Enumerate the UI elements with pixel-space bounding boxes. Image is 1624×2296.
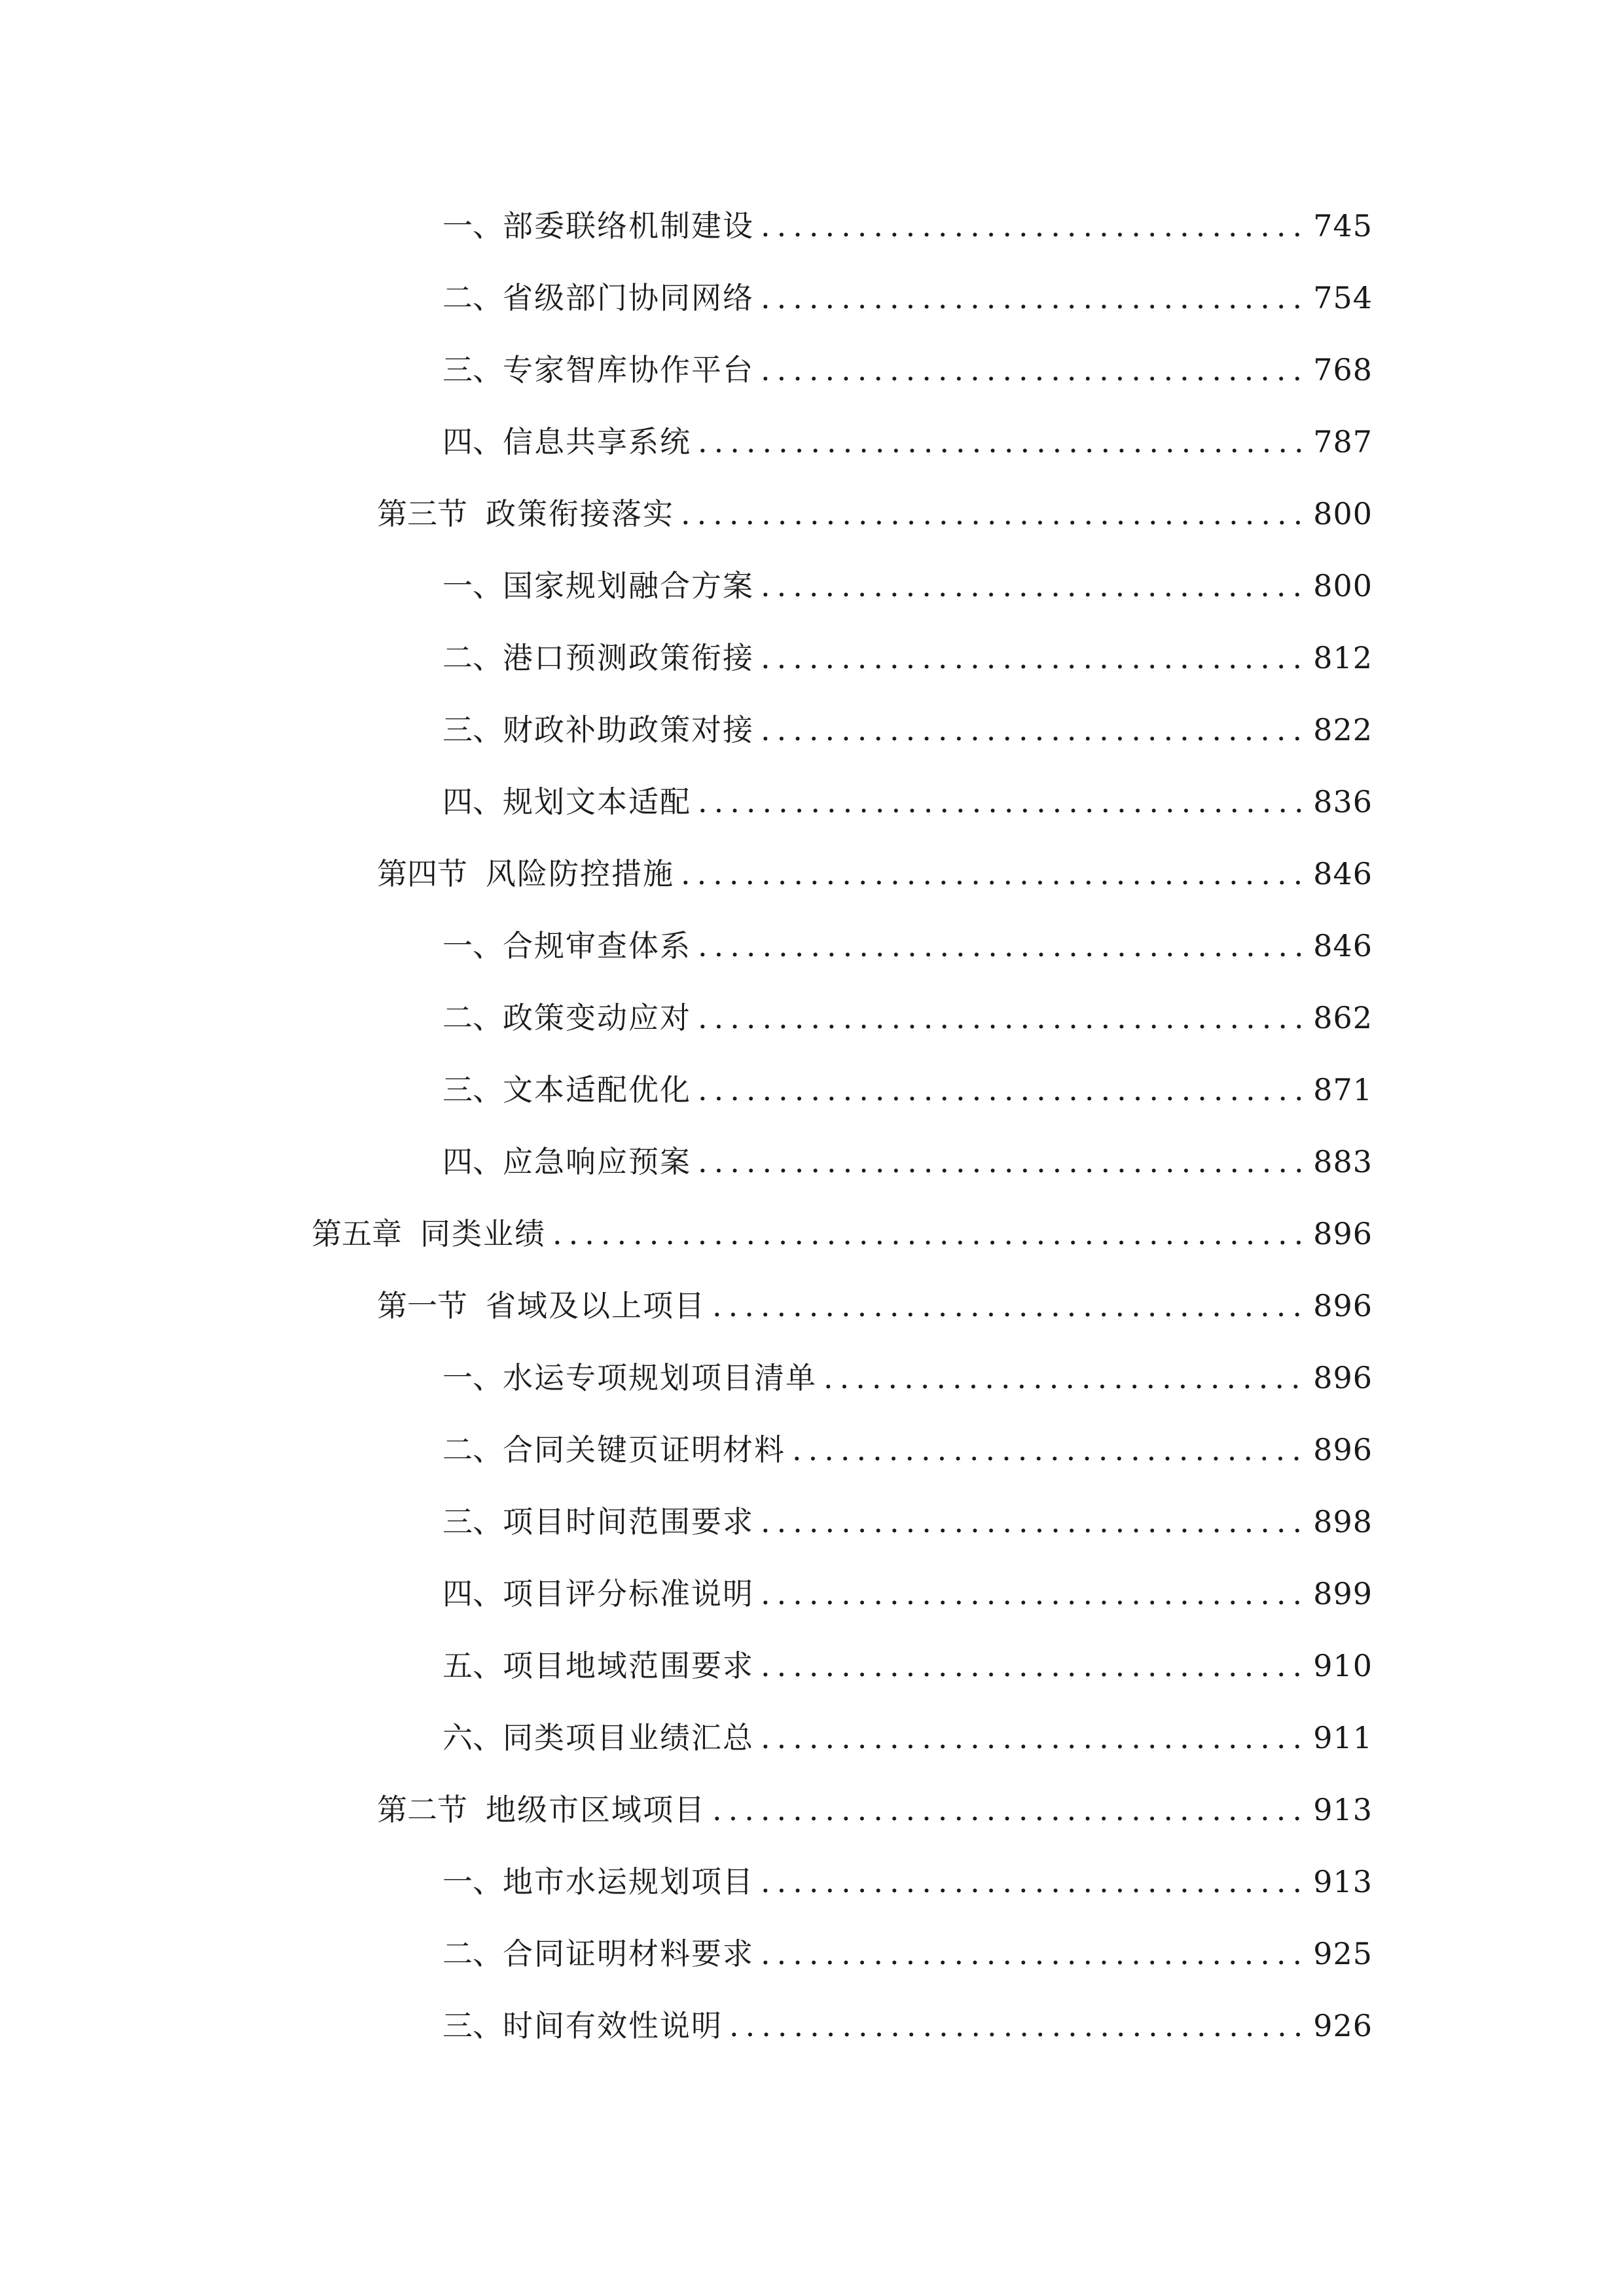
toc-entry-number: 四、: [442, 1576, 503, 1611]
toc-entry-title: 同类业绩: [420, 1216, 546, 1251]
toc-page-number: 896: [1313, 1360, 1373, 1395]
toc-page-number: 754: [1313, 280, 1373, 315]
toc-dot-leader: [552, 1198, 1304, 1270]
toc-entry-title: 国家规划融合方案: [503, 568, 754, 603]
toc-dot-leader: [792, 1414, 1304, 1486]
toc-dot-leader: [698, 766, 1304, 838]
toc-entry[interactable]: [0, 262, 1624, 334]
toc-entry[interactable]: [0, 694, 1624, 766]
toc-entry[interactable]: [0, 1414, 1624, 1486]
toc-entry-number: 二、: [442, 1000, 503, 1035]
toc-page-number: 800: [1313, 496, 1373, 531]
toc-entry-number: 三、: [442, 712, 503, 747]
toc-entry[interactable]: [0, 838, 1624, 910]
toc-entry-number: 一、: [442, 568, 503, 603]
toc-dot-leader: [761, 1918, 1304, 1990]
toc-entry[interactable]: [0, 334, 1624, 406]
toc-entry-title: 时间有效性说明: [503, 2008, 723, 2043]
toc-page-number: 768: [1313, 352, 1373, 387]
toc-dot-leader: [761, 1486, 1304, 1558]
toc-dot-leader: [681, 478, 1304, 550]
toc-dot-leader: [761, 694, 1304, 766]
toc-page-number: 836: [1313, 784, 1373, 819]
toc-dot-leader: [761, 622, 1304, 694]
toc-entry-title: 项目评分标准说明: [503, 1576, 754, 1611]
toc-entry[interactable]: [0, 1558, 1624, 1630]
toc-page-number: 787: [1313, 424, 1373, 459]
toc-entry[interactable]: [0, 1990, 1624, 2062]
toc-entry[interactable]: [0, 1486, 1624, 1558]
toc-entry-title: 港口预测政策衔接: [503, 640, 754, 675]
toc-entry-title: 省级部门协同网络: [503, 280, 754, 315]
toc-entry-title: 合同关键页证明材料: [503, 1432, 785, 1467]
table-of-contents: [0, 190, 1624, 2062]
toc-page-number: 812: [1313, 640, 1373, 675]
toc-entry[interactable]: [0, 1630, 1624, 1702]
toc-page-number: 862: [1313, 1000, 1373, 1035]
toc-dot-leader: [761, 1702, 1304, 1774]
toc-dot-leader: [761, 334, 1304, 406]
toc-page-number: 871: [1313, 1072, 1373, 1107]
toc-dot-leader: [698, 982, 1304, 1054]
toc-entry-number: 第一节: [377, 1288, 467, 1323]
toc-entry-title: 文本适配优化: [503, 1072, 691, 1107]
toc-entry-number: 一、: [442, 928, 503, 963]
toc-dot-leader: [712, 1270, 1304, 1342]
toc-entry-title: 政策变动应对: [503, 1000, 691, 1035]
toc-entry[interactable]: [0, 622, 1624, 694]
toc-entry-number: 二、: [442, 1936, 503, 1971]
toc-dot-leader: [761, 1846, 1304, 1918]
toc-dot-leader: [681, 838, 1304, 910]
toc-entry-title: 地级市区域项目: [486, 1792, 706, 1827]
toc-page-number: 800: [1313, 568, 1373, 603]
toc-entry-title: 地市水运规划项目: [503, 1864, 754, 1899]
toc-entry[interactable]: [0, 1126, 1624, 1198]
toc-dot-leader: [698, 1126, 1304, 1198]
toc-entry-number: 二、: [442, 280, 503, 315]
toc-dot-leader: [761, 1558, 1304, 1630]
toc-entry-number: 四、: [442, 784, 503, 819]
toc-entry-title: 风险防控措施: [486, 856, 674, 891]
toc-page-number: 898: [1313, 1504, 1373, 1539]
toc-entry[interactable]: [0, 478, 1624, 550]
toc-dot-leader: [698, 1054, 1304, 1126]
toc-dot-leader: [698, 910, 1304, 982]
toc-page-number: 745: [1313, 208, 1373, 243]
toc-entry-title: 合同证明材料要求: [503, 1936, 754, 1971]
toc-entry[interactable]: [0, 1918, 1624, 1990]
toc-entry-title: 项目地域范围要求: [503, 1648, 754, 1683]
toc-entry-title: 信息共享系统: [503, 424, 691, 459]
toc-entry-number: 四、: [442, 1144, 503, 1179]
toc-entry-number: 五、: [442, 1648, 503, 1683]
toc-page-number: 883: [1313, 1144, 1373, 1179]
toc-page-number: 911: [1313, 1720, 1373, 1755]
toc-entry[interactable]: [0, 550, 1624, 622]
toc-entry-number: 第二节: [377, 1792, 467, 1827]
toc-entry-number: 三、: [442, 2008, 503, 2043]
toc-page-number: 913: [1313, 1864, 1373, 1899]
toc-entry[interactable]: [0, 1702, 1624, 1774]
toc-page-number: 925: [1313, 1936, 1373, 1971]
toc-page-number: 846: [1313, 856, 1373, 891]
toc-dot-leader: [823, 1342, 1304, 1414]
toc-entry-number: 三、: [442, 1072, 503, 1107]
toc-dot-leader: [712, 1774, 1304, 1846]
toc-dot-leader: [729, 1990, 1304, 2062]
toc-entry-number: 六、: [442, 1720, 503, 1755]
toc-dot-leader: [698, 406, 1304, 478]
toc-entry-number: 第四节: [377, 856, 467, 891]
toc-page-number: 926: [1313, 2008, 1373, 2043]
toc-entry-number: 一、: [442, 1360, 503, 1395]
toc-page-number: 846: [1313, 928, 1373, 963]
toc-entry-title: 项目时间范围要求: [503, 1504, 754, 1539]
toc-entry[interactable]: [0, 1054, 1624, 1126]
toc-entry[interactable]: [0, 1198, 1624, 1270]
toc-entry-number: 三、: [442, 352, 503, 387]
toc-entry[interactable]: [0, 1846, 1624, 1918]
toc-entry[interactable]: [0, 190, 1624, 262]
toc-page-number: 822: [1313, 712, 1373, 747]
toc-page-number: 896: [1313, 1288, 1373, 1323]
toc-entry-title: 合规审查体系: [503, 928, 691, 963]
toc-entry[interactable]: [0, 766, 1624, 838]
toc-entry[interactable]: [0, 1270, 1624, 1342]
toc-dot-leader: [761, 550, 1304, 622]
toc-entry-number: 三、: [442, 1504, 503, 1539]
toc-page-number: 896: [1313, 1432, 1373, 1467]
toc-entry-title: 规划文本适配: [503, 784, 691, 819]
toc-entry-number: 一、: [442, 208, 503, 243]
toc-entry-title: 省域及以上项目: [486, 1288, 706, 1323]
toc-dot-leader: [761, 190, 1304, 262]
toc-entry-number: 二、: [442, 1432, 503, 1467]
toc-entry-number: 四、: [442, 424, 503, 459]
toc-entry-title: 同类项目业绩汇总: [503, 1720, 754, 1755]
toc-dot-leader: [761, 1630, 1304, 1702]
toc-entry-title: 部委联络机制建设: [503, 208, 754, 243]
toc-entry-title: 专家智库协作平台: [503, 352, 754, 387]
toc-entry[interactable]: [0, 406, 1624, 478]
toc-entry-number: 二、: [442, 640, 503, 675]
toc-entry-number: 第五章: [312, 1216, 402, 1251]
toc-entry[interactable]: [0, 982, 1624, 1054]
toc-entry-title: 财政补助政策对接: [503, 712, 754, 747]
toc-page-number: 896: [1313, 1216, 1373, 1251]
toc-dot-leader: [761, 262, 1304, 334]
toc-entry[interactable]: [0, 1774, 1624, 1846]
toc-entry-title: 政策衔接落实: [486, 496, 674, 531]
toc-page-number: 913: [1313, 1792, 1373, 1827]
toc-entry-number: 第三节: [377, 496, 467, 531]
toc-entry-title: 水运专项规划项目清单: [503, 1360, 817, 1395]
toc-entry-number: 一、: [442, 1864, 503, 1899]
toc-page-number: 899: [1313, 1576, 1373, 1611]
toc-entry[interactable]: [0, 1342, 1624, 1414]
toc-page-number: 910: [1313, 1648, 1373, 1683]
toc-entry-title: 应急响应预案: [503, 1144, 691, 1179]
toc-entry[interactable]: [0, 910, 1624, 982]
